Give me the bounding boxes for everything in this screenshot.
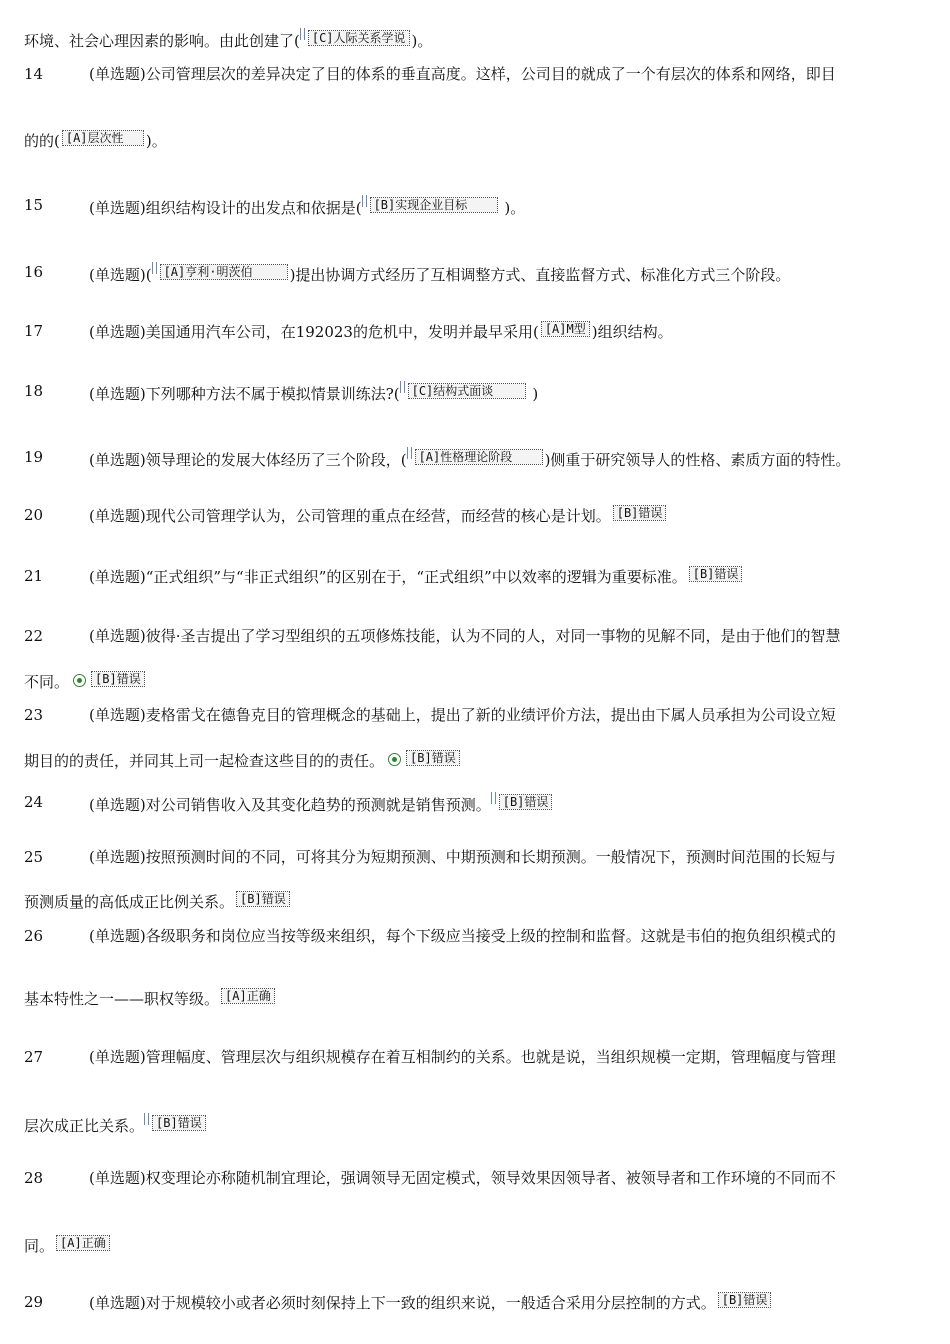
question-number: 18 bbox=[24, 382, 44, 400]
question-end: ) bbox=[532, 385, 539, 403]
question-text-cont: 不同。 bbox=[24, 673, 70, 691]
answer-box: [B]错误 bbox=[613, 505, 667, 521]
question-text: (单选题)现代公司管理学认为，公司管理的重点在经营，而经营的核心是计划。 bbox=[89, 507, 611, 525]
answer-marker-icon bbox=[407, 447, 412, 459]
question-number: 22 bbox=[24, 627, 44, 645]
question-text: (单选题)管理幅度、管理层次与组织规模存在着互相制约的关系。也就是说，当组织规模一定期，管理幅度与管理 bbox=[89, 1048, 836, 1066]
question-number: 26 bbox=[24, 927, 44, 945]
question-number: 16 bbox=[24, 263, 44, 281]
question-text: (单选题)按照预测时间的不同，可将其分为短期预测、中期预测和长期预测。一般情况下，预测时间范围的长短与 bbox=[89, 848, 836, 866]
answer-box: [A]层次性 bbox=[62, 130, 144, 146]
question-text: (单选题)对于规模较小或者必须时刻保持上下一致的组织来说，一般适合采用分层控制的方式。 bbox=[89, 1294, 716, 1312]
answer-marker-icon bbox=[300, 28, 305, 40]
question-text-cont: 期目的的责任，并同其上司一起检查这些目的的责任。 bbox=[24, 752, 385, 770]
answer-box: [C]结构式面谈 bbox=[408, 383, 526, 399]
answer-box: [A]正确 bbox=[221, 988, 275, 1004]
question-number: 24 bbox=[24, 793, 44, 811]
answer-box: [B]错误 bbox=[236, 891, 290, 907]
question-number: 21 bbox=[24, 567, 44, 585]
answer-box: [B]错误 bbox=[499, 794, 553, 810]
selected-radio-icon bbox=[73, 674, 86, 687]
question-number: 14 bbox=[24, 65, 44, 83]
question-number: 23 bbox=[24, 706, 44, 724]
question-number: 27 bbox=[24, 1048, 44, 1066]
question-text: (单选题)领导理论的发展大体经历了三个阶段，( bbox=[89, 451, 407, 469]
question-text: (单选题)下列哪种方法不属于模拟情景训练法?( bbox=[89, 385, 400, 403]
answer-box: [A]性格理论阶段 bbox=[415, 449, 543, 465]
answer-box: [A]亨利·明茨伯 bbox=[160, 264, 288, 280]
question-number: 28 bbox=[24, 1169, 44, 1187]
answer-marker-icon bbox=[144, 1113, 149, 1125]
question-text: (单选题)美国通用汽车公司，在192023的危机中，发明并最早采用( bbox=[89, 323, 539, 341]
answer-box: [A]正确 bbox=[56, 1235, 110, 1251]
question-end: )组织结构。 bbox=[591, 323, 673, 341]
answer-marker-icon bbox=[362, 195, 367, 207]
answer-marker-icon bbox=[400, 381, 405, 393]
question-number: 20 bbox=[24, 506, 44, 524]
answer-box: [B]错误 bbox=[689, 566, 743, 582]
answer-box: [B]实现企业目标 bbox=[370, 197, 498, 213]
intro-end: )。 bbox=[411, 32, 433, 50]
question-number: 29 bbox=[24, 1293, 44, 1311]
answer-box: [A]M型 bbox=[541, 321, 590, 337]
answer-marker-icon bbox=[152, 262, 157, 274]
question-text: (单选题)( bbox=[89, 266, 152, 284]
question-end: )侧重于研究领导人的性格、素质方面的特性。 bbox=[544, 451, 851, 469]
question-text: (单选题)各级职务和岗位应当按等级来组织，每个下级应当接受上级的控制和监督。这就是韦伯的抱负组织模式的 bbox=[89, 927, 836, 945]
question-text: (单选题)“正式组织”与“非正式组织”的区别在于，“正式组织”中以效率的逻辑为重要标准。 bbox=[89, 568, 687, 586]
question-text: (单选题)对公司销售收入及其变化趋势的预测就是销售预测。 bbox=[89, 796, 491, 814]
answer-box: [B]错误 bbox=[718, 1292, 772, 1308]
question-text-cont: 预测质量的高低成正比例关系。 bbox=[24, 893, 235, 911]
question-text-cont: 同。 bbox=[24, 1237, 55, 1255]
answer-box: [B]错误 bbox=[152, 1115, 206, 1131]
question-end: )。 bbox=[145, 132, 167, 150]
question-number: 17 bbox=[24, 322, 44, 340]
answer-box: [B]错误 bbox=[91, 671, 145, 687]
question-text: (单选题)公司管理层次的差异决定了目的体系的垂直高度。这样，公司目的就成了一个有层次的体系和网络，即目 bbox=[89, 65, 836, 83]
question-text: (单选题)权变理论亦称随机制宜理论，强调领导无固定模式，领导效果因领导者、被领导者和工作环境的不同而不 bbox=[89, 1169, 836, 1187]
question-text: (单选题)组织结构设计的出发点和依据是( bbox=[89, 199, 362, 217]
question-end: )。 bbox=[504, 199, 526, 217]
answer-marker-icon bbox=[491, 792, 496, 804]
question-text-cont: 层次成正比关系。 bbox=[24, 1117, 145, 1135]
question-number: 19 bbox=[24, 448, 44, 466]
question-end: )提出协调方式经历了互相调整方式、直接监督方式、标准化方式三个阶段。 bbox=[289, 266, 791, 284]
answer-box: [B]错误 bbox=[406, 750, 460, 766]
answer-box: [C]人际关系学说 bbox=[308, 30, 410, 46]
selected-radio-icon bbox=[388, 753, 401, 766]
question-number: 25 bbox=[24, 848, 44, 866]
question-text-cont: 的的( bbox=[24, 132, 60, 150]
question-text-cont: 基本特性之一——职权等级。 bbox=[24, 990, 220, 1008]
question-text: (单选题)麦格雷戈在德鲁克目的管理概念的基础上，提出了新的业绩评价方法，提出由下属人员承担为公司设立短 bbox=[89, 706, 836, 724]
question-number: 15 bbox=[24, 196, 44, 214]
question-text: (单选题)彼得·圣吉提出了学习型组织的五项修炼技能，认为不同的人，对同一事物的见解不同，是由于他们的智慧 bbox=[89, 627, 841, 645]
intro-text: 环境、社会心理因素的影响。由此创建了( bbox=[24, 32, 300, 50]
